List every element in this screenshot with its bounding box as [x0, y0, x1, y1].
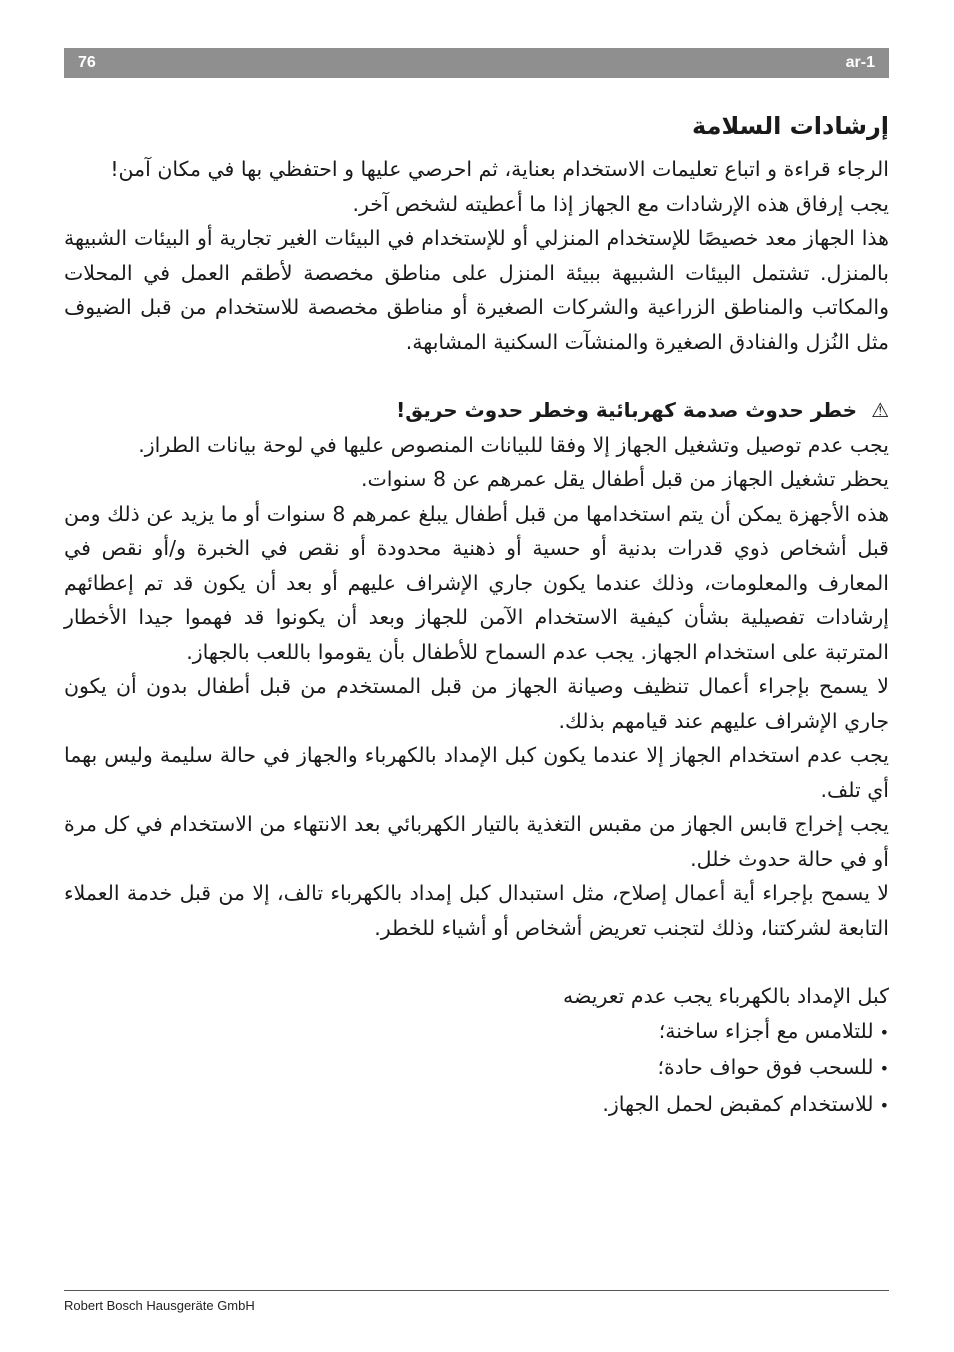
page-number: 76: [78, 54, 96, 71]
language-code: ar-1: [845, 54, 875, 71]
safety-title: إرشادات السلامة: [692, 112, 889, 140]
list-item: [64, 1087, 889, 1124]
warning-paragraph: لا يسمح بإجراء أية أعمال إصلاح، مثل استبدال كبل إمداد بالكهرباء تالف، إلا من قبل خدمة العملاء التابعة لشركتنا، وذلك لتجنب تعريض أشخاص أو أشياء للخطر.: [64, 881, 889, 940]
safety-paragraph: هذا الجهاز معد خصيصًا للإستخدام المنزلي أو للإستخدام في البيئات الغير تجارية أو البيئات الشبيهة بالمنزل. تشتمل البيئات الشبيهة ببيئة المنزل على مناطق مخصصة لأطقم العمل في المحلات والمكاتب والمناطق الزراعية والشركات الصغيرة أو مناطق مخصصة للاستخدام من قبل الضيوف مثل النُزل والفنادق الصغيرة والمنشآت السكنية المشابهة.: [64, 226, 889, 354]
bullet-icon: •: [879, 1059, 889, 1078]
list-item: [64, 1050, 889, 1087]
warning-paragraph: يجب إخراج قابس الجهاز من مقبس التغذية بالتيار الكهربائي بعد الانتهاء من الاستخدام في كل مرة أو في حالة حدوث خلل.: [64, 812, 889, 871]
bullet-icon: •: [879, 1095, 889, 1115]
footer-divider: [64, 1290, 889, 1291]
safety-paragraph: يجب إرفاق هذه الإرشادات مع الجهاز إذا ما أعطيته لشخص آخر.: [352, 191, 889, 216]
footer-company: Robert Bosch Hausgeräte GmbH: [64, 1298, 255, 1313]
bullet-icon: •: [879, 1022, 889, 1042]
warning-paragraph: هذه الأجهزة يمكن أن يتم استخدامها من قبل أطفال يبلغ عمرهم 8 سنوات أو ما يزيد عن ذلك ومن قبل أشخاص ذوي قدرات بدنية أو حسية أو ذهنية محدودة أو نقص في الخبرة و/أو نقص في المعارف والمعلومات، وذلك عندما يكون جاري الإشراف عليهم أو بعد أن يكون قد تم إعطائهم إرشادات تفصيلية بشأن كيفية الاستخدام الآمن للجهاز وبعد أن يكونوا قد فهموا جيدا الأخطار المترتبة على استخدام الجهاز. يجب عدم السماح للأطفال بأن يقوموا باللعب بالجهاز.: [64, 501, 889, 664]
spacer: [64, 945, 889, 979]
list-item-text: للاستخدام كمقبض لحمل الجهاز.: [602, 1091, 874, 1116]
list-item: [64, 1014, 889, 1051]
cable-intro: كبل الإمداد بالكهرباء يجب عدم تعريضه: [562, 984, 889, 1008]
warning-heading: خطر حدوث صدمة كهربائية وخطر حدوث حريق!: [396, 398, 858, 422]
list-item-text: للسحب فوق حواف حادة؛: [657, 1055, 874, 1079]
warning-heading-row: [64, 393, 889, 428]
safety-paragraph: الرجاء قراءة و اتباع تعليمات الاستخدام بعناية، ثم احرصي عليها و احتفظي بها في مكان آمن!: [110, 157, 889, 181]
cable-list: [64, 1014, 889, 1124]
page-header-bar: [64, 48, 889, 78]
list-item-text: للتلامس مع أجزاء ساخنة؛: [658, 1018, 874, 1043]
document-body: [64, 104, 889, 1123]
warning-triangle-icon: ⚠: [871, 398, 889, 422]
warning-paragraph: يحظر تشغيل الجهاز من قبل أطفال يقل عمرهم عن 8 سنوات.: [360, 467, 889, 491]
warning-paragraph: يجب عدم استخدام الجهاز إلا عندما يكون كبل الإمداد بالكهرباء والجهاز في حالة سليمة وليس بهما أي تلف.: [64, 743, 889, 802]
warning-paragraph: يجب عدم توصيل وتشغيل الجهاز إلا وفقا للبيانات المنصوص عليها في لوحة بيانات الطراز.: [138, 432, 889, 457]
warning-paragraph: لا يسمح بإجراء أعمال تنظيف وصيانة الجهاز من قبل المستخدم من قبل أطفال بدون أن يكون جاري الإشراف عليهم عند قيامهم بذلك.: [64, 674, 889, 733]
spacer: [64, 359, 889, 393]
